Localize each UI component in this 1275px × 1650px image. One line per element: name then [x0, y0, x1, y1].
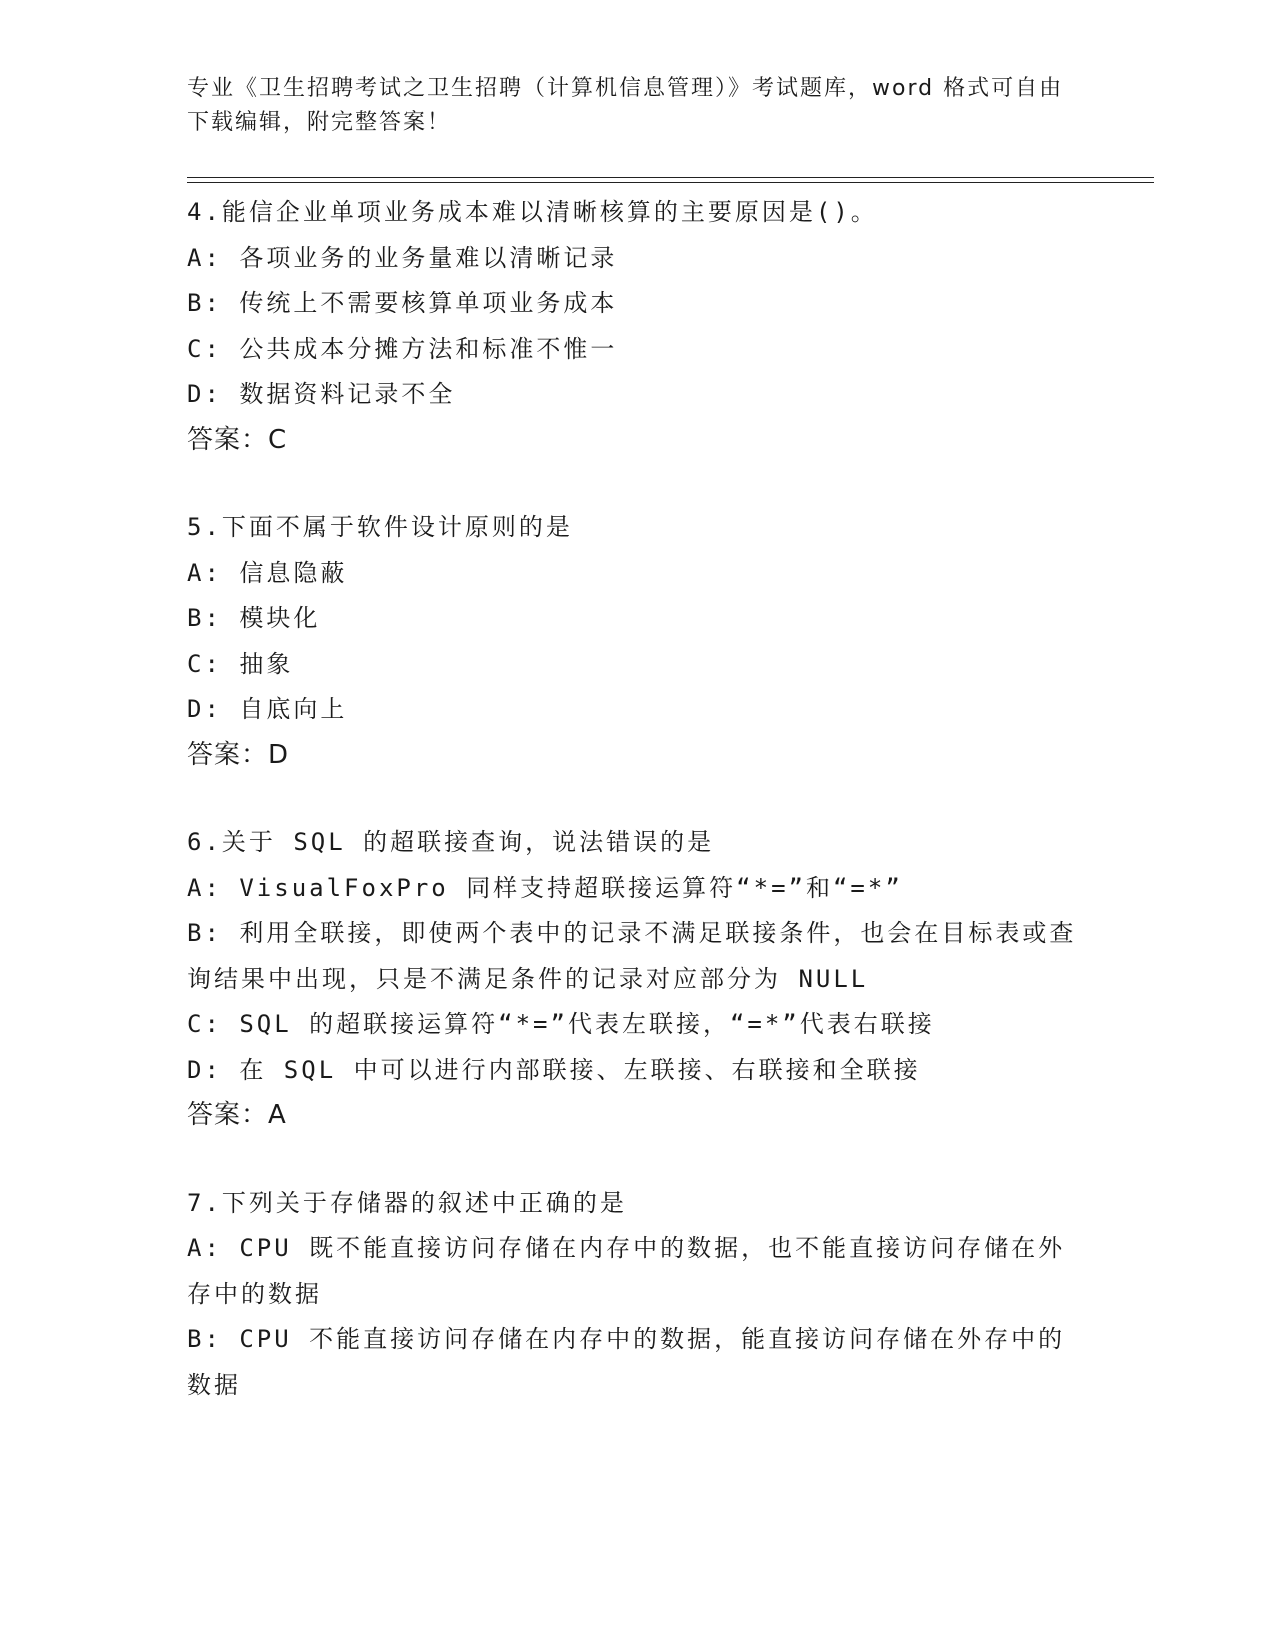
answer: 答案：C — [187, 424, 288, 455]
question-6 — [187, 820, 1087, 1139]
option-b: B: 传统上不需要核算单项业务成本 — [187, 289, 618, 317]
question-4 — [187, 190, 1087, 463]
option-b: B: 利用全联接，即使两个表中的记录不满足联接条件，也会在目标表或查询结果中出现，只是不满足条件的记录对应部分为 NULL — [187, 919, 1077, 993]
question-stem: 6.关于 SQL 的超联接查询，说法错误的是 — [187, 828, 715, 856]
option-a: A: 信息隐蔽 — [187, 558, 348, 587]
question-stem: 7.下列关于存储器的叙述中正确的是 — [187, 1188, 627, 1217]
question-5 — [187, 505, 1087, 778]
option-a: A: VisualFoxPro 同样支持超联接运算符“*=”和“=*” — [187, 873, 903, 902]
option-c: C: 抽象 — [187, 649, 294, 678]
option-b: B: 模块化 — [187, 604, 321, 632]
question-list — [187, 190, 1087, 1450]
option-d: D: 在 SQL 中可以进行内部联接、左联接、右联接和全联接 — [187, 1055, 921, 1084]
header-divider-top — [187, 177, 1154, 178]
question-7 — [187, 1181, 1087, 1409]
document-header: 专业《卫生招聘考试之卫生招聘（计算机信息管理）》考试题库，word 格式可自由下载编辑，附完整答案！ — [187, 76, 1064, 135]
option-b: B: CPU 不能直接访问存储在内存中的数据，能直接访问存储在外存中的数据 — [187, 1325, 1066, 1399]
question-stem: 5.下面不属于软件设计原则的是 — [187, 513, 573, 541]
option-a: A: CPU 既不能直接访问存储在内存中的数据，也不能直接访问存储在外存中的数据 — [187, 1234, 1066, 1308]
option-d: D: 自底向上 — [187, 695, 348, 723]
question-stem: 4.能信企业单项业务成本难以清晰核算的主要原因是()。 — [187, 198, 878, 226]
answer: 答案：D — [187, 739, 290, 770]
option-a: A: 各项业务的业务量难以清晰记录 — [187, 243, 618, 272]
option-d: D: 数据资料记录不全 — [187, 380, 456, 408]
option-c: C: 公共成本分摊方法和标准不惟一 — [187, 334, 618, 363]
option-c: C: SQL 的超联接运算符“*=”代表左联接，“=*”代表右联接 — [187, 1010, 935, 1038]
answer: 答案：A — [187, 1100, 287, 1130]
header-divider-bottom — [187, 182, 1154, 183]
